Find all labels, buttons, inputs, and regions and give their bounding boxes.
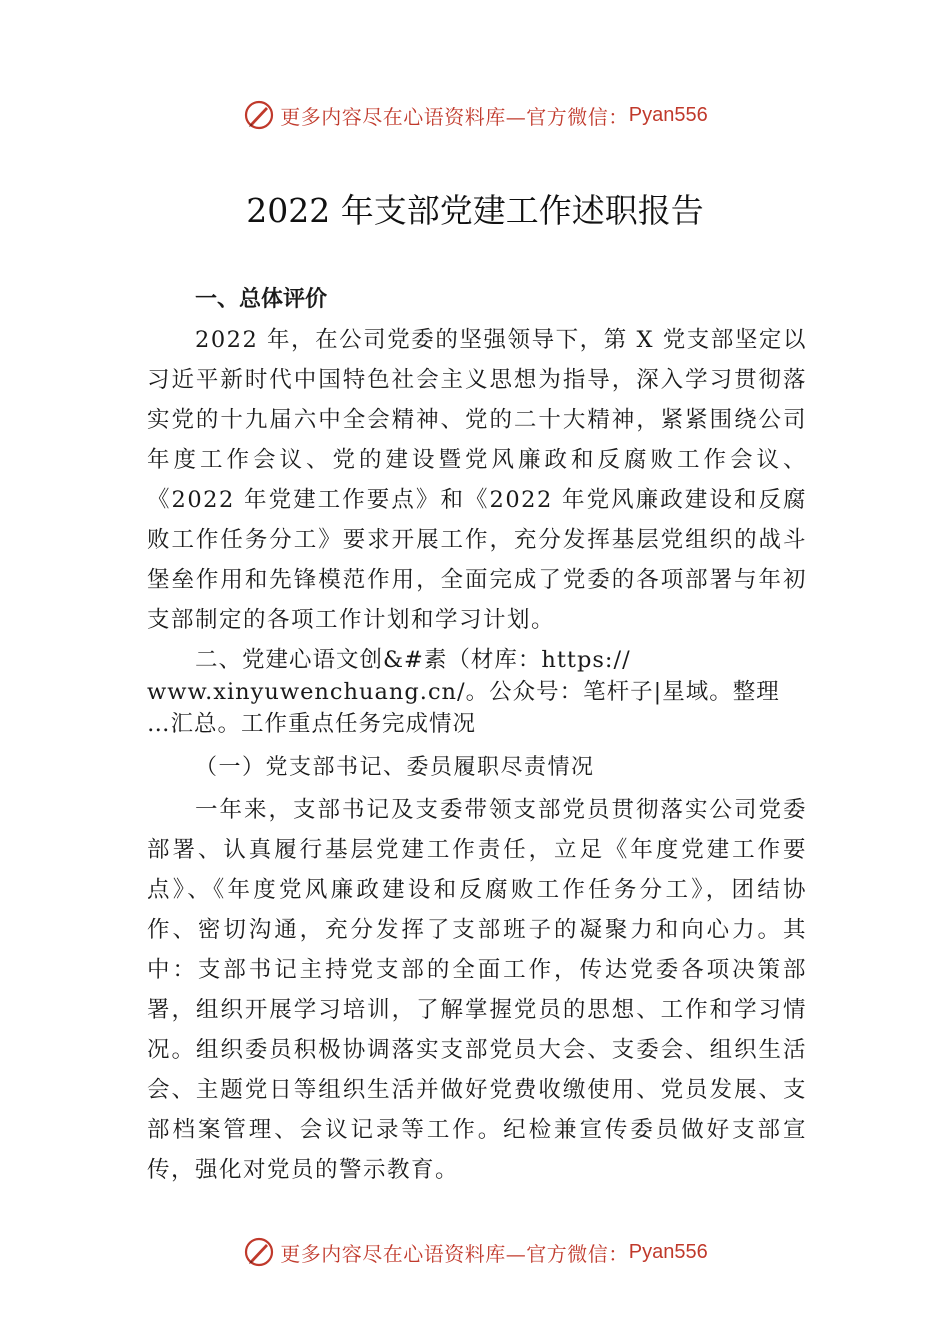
banner-text: 更多内容尽在心语资料库—官方微信： [280, 1241, 629, 1266]
section1-heading: 一、总体评价 [195, 287, 328, 312]
section2-heading-block [147, 644, 825, 740]
banner-text: 更多内容尽在心语资料库—官方微信： [280, 104, 629, 129]
brush-logo-icon [242, 1235, 276, 1269]
brush-logo-icon [242, 98, 276, 132]
section1-paragraph: 2022 年，在公司党委的坚强领导下，第 X 党支部坚定以习近平新时代中国特色社会主义思想为指导，深入学习贯彻落实党的十九届六中全会精神、党的二十大精神，紧紧围绕公司年度工作会议、党的建设暨党风廉政和反腐败工作会议、《2022 年党建工作要点》和《2022 年党风廉政建设和反腐败工作任务分工》要求开展工作，充分发挥基层党组织的战斗堡垒作用和先锋模范作用，全面完成了党委的各项部署与年初支部制定的各项工作计划和学习计划。 [147, 327, 807, 633]
document-title: 2022 年支部党建工作述职报告 [246, 191, 704, 230]
subsection1-paragraph: 一年来，支部书记及支委带领支部党员贯彻落实公司党委部署、认真履行基层党建工作责任，立足《年度党建工作要点》、《年度党风廉政建设和反腐败工作任务分工》，团结协作、密切沟通，充分发挥了支部班子的凝聚力和向心力。其中：支部书记主持党支部的全面工作，传达党委各项决策部署，组织开展学习培训，了解掌握党员的思想、工作和学习情况。组织委员积极协调落实支部党员大会、支委会、组织生活会、主题党日等组织生活并做好党费收缴使用、党员发展、支部档案管理、会议记录等工作。纪检兼宣传委员做好支部宣传，强化对党员的警示教育。 [147, 797, 807, 1183]
banner-wechat-id: Pyan556 [628, 103, 708, 126]
section2-line2: www.xinyuwenchuang.cn/。公众号：笔杆子|星域。整理 [147, 679, 780, 705]
banner-wechat-id: Pyan556 [628, 1240, 708, 1263]
section2-line3: …汇总。工作重点任务完成情况 [147, 711, 477, 737]
header-banner [0, 95, 950, 135]
document-body [147, 280, 807, 1190]
subsection1-heading: （一）党支部书记、委员履职尽责情况 [195, 755, 595, 780]
footer-banner [0, 1232, 950, 1272]
section2-line1: 二、党建心语文创&#素（材库：https:// [195, 647, 631, 673]
